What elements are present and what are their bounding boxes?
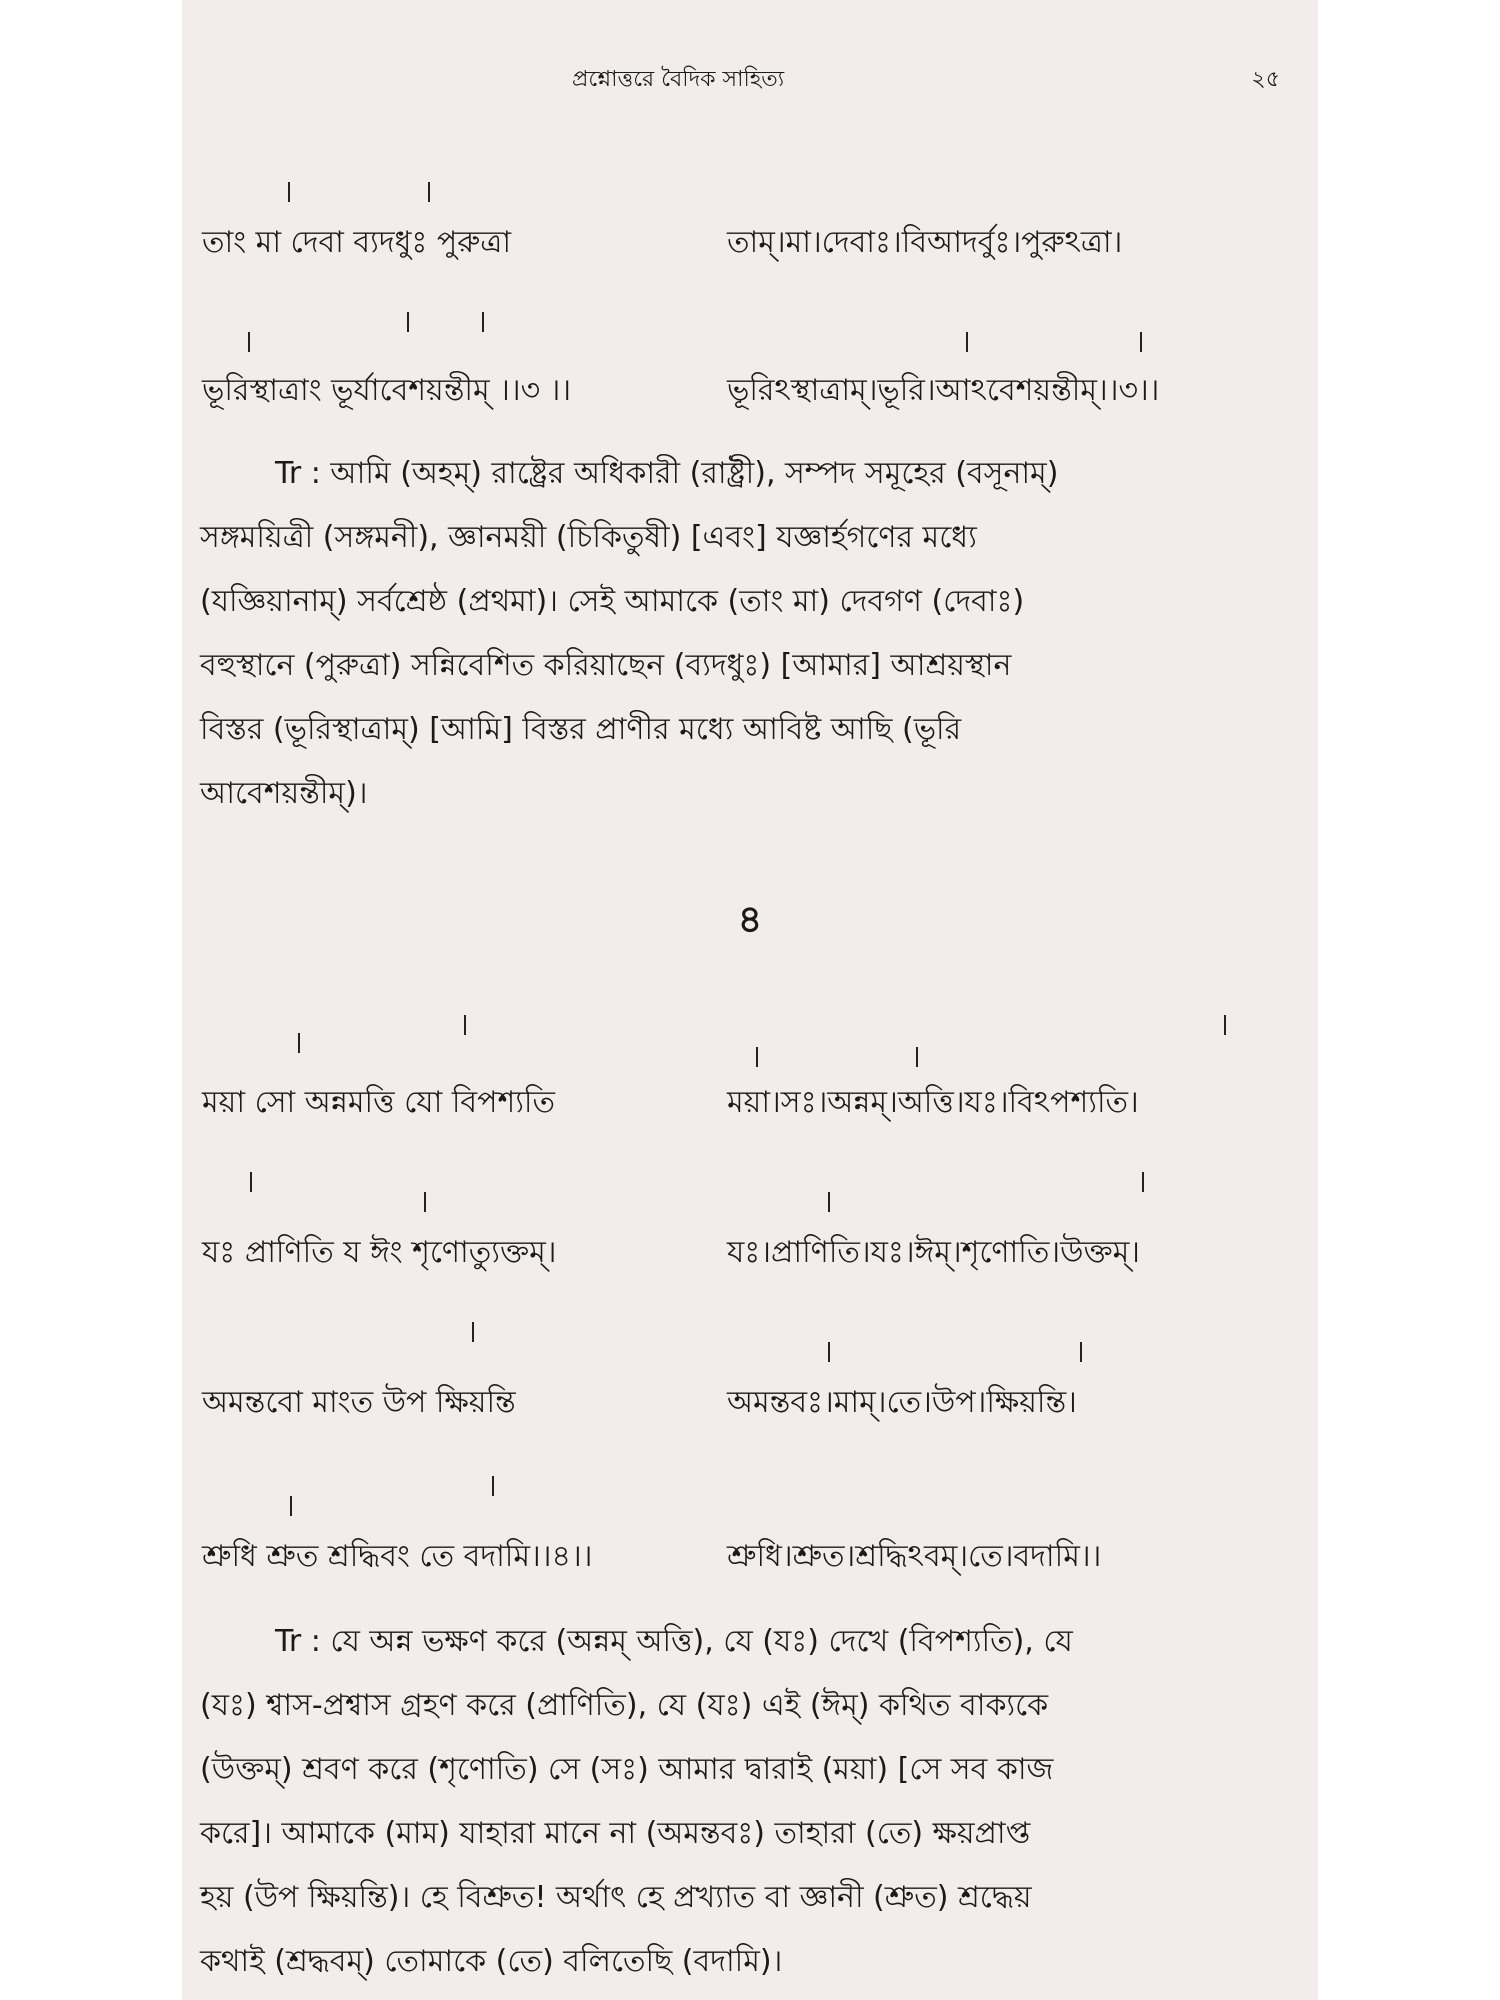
running-title: প্রশ্নোত্তরে বৈদিক সাহিত্য: [572, 67, 785, 92]
accent-mark: [828, 1342, 830, 1362]
section-number: ৪: [737, 897, 763, 941]
translation-line: (উক্তম্) শ্রবণ করে (শৃণোতি) সে (সঃ) আমার দ্বারাই (ময়া) [সে সব কাজ: [200, 1752, 1054, 1787]
accent-mark: [492, 1476, 494, 1496]
translation-line: Tr : যে অন্ন ভক্ষণ করে (অন্নম্ অত্তি), যে (যঃ) দেখে (বিপশ্যতি), যে: [275, 1624, 1073, 1659]
verse-padapatha: তাম্।মা।দেবাঃ।বিআদর্বুঃ।পুরুঽত্রা।: [727, 225, 1123, 260]
translation-paragraph: [200, 442, 1300, 826]
accent-mark: [407, 312, 409, 332]
accent-mark: [1142, 1172, 1144, 1192]
accent-mark: [472, 1322, 474, 1342]
translation-line: সঙ্গময়িত্রী (সঙ্গমনী), জ্ঞানময়ী (চিকিতুষী) [এবং] যজ্ঞার্হগণের মধ্যে: [200, 520, 977, 555]
verse-text: অমন্তবো মাংত উপ ক্ষিয়ন্তি: [202, 1385, 516, 1420]
accent-mark: [464, 1015, 466, 1035]
translation-paragraph: [200, 1610, 1300, 1994]
translation-line: (যঃ) শ্বাস-প্রশ্বাস গ্রহণ করে (প্রাণিতি), যে (যঃ) এই (ঈম্) কথিত বাক্যকে: [200, 1688, 1049, 1723]
translation-line: কথাই (শ্রদ্ধবম্) তোমাকে (তে) বলিতেছি (বদামি)।: [200, 1944, 783, 1979]
verse-padapatha: ময়া।সঃ।অন্নম্।অত্তি।যঃ।বিঽপশ্যতি।: [727, 1085, 1139, 1120]
accent-mark: [966, 332, 968, 352]
verse-text: যঃ প্রাণিতি য ঈং শৃণোত্যুক্তম্।: [202, 1235, 557, 1270]
translation-line: করে]। আমাকে (মাম) যাহারা মানে না (অমন্তবঃ) তাহারা (তে) ক্ষয়প্রাপ্ত: [200, 1816, 1031, 1851]
accent-mark: [288, 182, 290, 202]
verse-line: [202, 1078, 1302, 1126]
verse-line: [202, 366, 1302, 414]
translation-line: বহুস্থানে (পুরুত্রা) সন্নিবেশিত করিয়াছেন (ব্যদধুঃ) [আমার] আশ্রয়স্থান: [200, 648, 1012, 683]
accent-mark: [482, 312, 484, 332]
verse-text: ময়া সো অন্নমত্তি যো বিপশ্যতি: [202, 1085, 556, 1120]
verse-text: তাং মা দেবা ব্যদধুঃ পুরুত্রা: [202, 225, 512, 260]
accent-mark: [248, 332, 250, 352]
page-header: [182, 62, 1318, 102]
translation-line: বিস্তর (ভূরিস্থাত্রাম্) [আমি] বিস্তর প্রাণীর মধ্যে আবিষ্ট আছি (ভূরি: [200, 712, 962, 747]
verse-line: [202, 1228, 1302, 1276]
accent-mark: [916, 1047, 918, 1067]
verse-padapatha: অমন্তবঃ।মাম্।তে।উপ।ক্ষিয়ন্তি।: [727, 1385, 1077, 1420]
verse-padapatha: শ্রুধি।শ্রুত।শ্রদ্ধিঽবম্।তে।বদামি।।: [727, 1539, 1102, 1574]
page-number: ২৫: [1251, 67, 1280, 92]
verse-line: [202, 1378, 1302, 1426]
accent-mark: [1224, 1015, 1226, 1035]
accent-mark: [428, 182, 430, 202]
translation-line: আবেশয়ন্তীম্)।: [200, 776, 368, 811]
accent-mark: [250, 1172, 252, 1192]
accent-mark: [828, 1192, 830, 1212]
accent-mark: [1140, 332, 1142, 352]
accent-mark: [290, 1496, 292, 1516]
verse-text: ভূরিস্থাত্রাং ভূর্যাবেশয়ন্তীম্ ।।৩ ।।: [202, 373, 572, 408]
verse-padapatha: ভূরিঽস্থাত্রাম্।ভূরি।আঽবেশয়ন্তীম্।।৩।।: [727, 373, 1160, 408]
translation-line: Tr : আমি (অহম্) রাষ্ট্রের অধিকারী (রাষ্ট্রী), সম্পদ সমূহের (বসূনাম্): [275, 456, 1059, 491]
translation-line: হয় (উপ ক্ষিয়ন্তি)। হে বিশ্রুত! অর্থাৎ হে প্রখ্যাত বা জ্ঞানী (শ্রুত) শ্রদ্ধেয়: [200, 1880, 1032, 1915]
verse-text: শ্রুধি শ্রুত শ্রদ্ধিবং তে বদামি।।৪।।: [202, 1539, 593, 1574]
book-page: [182, 0, 1318, 2000]
translation-line: (যজ্ঞিয়ানাম্) সর্বশ্রেষ্ঠ (প্রথমা)। সেই আমাকে (তাং মা) দেবগণ (দেবাঃ): [200, 584, 1025, 619]
accent-mark: [424, 1192, 426, 1212]
accent-mark: [756, 1047, 758, 1067]
verse-line: [202, 218, 1302, 266]
accent-mark: [1080, 1342, 1082, 1362]
verse-line: [202, 1532, 1302, 1580]
accent-mark: [298, 1033, 300, 1053]
verse-padapatha: যঃ।প্রাণিতি।যঃ।ঈম্।শৃণোতি।উক্তম্।: [727, 1235, 1140, 1270]
